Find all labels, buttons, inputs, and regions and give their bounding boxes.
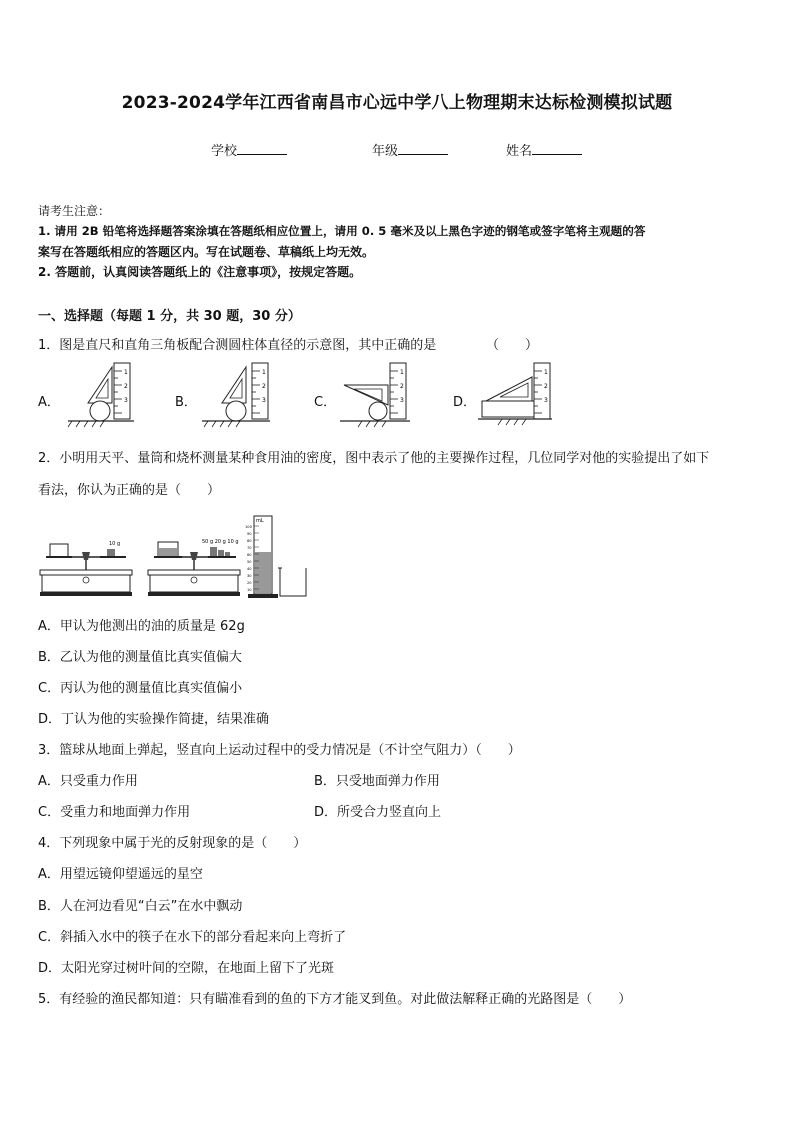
q1-label-d: D． xyxy=(453,395,477,410)
q3-stem: 3．篮球从地面上弹起，竖直向上运动过程中的受力情况是（不计空气阻力）（ ） xyxy=(38,743,521,758)
q2-stem-line1: 2．小明用天平、量筒和烧杯测量某种食用油的密度，图中表示了他的主要操作过程，几位同学对他的实验提出了如下 xyxy=(38,451,710,466)
q1-paren: （ ） xyxy=(486,338,539,353)
q1-label-a: A． xyxy=(38,395,60,410)
cylinder-tick: 70 xyxy=(247,546,252,550)
q1-figure-d xyxy=(476,361,556,429)
ruler-tick: 2 xyxy=(262,383,266,390)
weight xyxy=(107,549,115,556)
cylinder-tick: 30 xyxy=(247,574,252,578)
grade-blank[interactable] xyxy=(398,142,448,155)
q3-option-b[interactable]: B．只受地面弹力作用 xyxy=(314,774,440,789)
block xyxy=(482,401,534,417)
q3-option-a[interactable]: A．只受重力作用 xyxy=(38,774,138,789)
balance-2 xyxy=(148,539,240,596)
ruler-tick: 3 xyxy=(400,397,404,404)
notice-heading: 请考生注意： xyxy=(38,204,111,218)
ruler-tick: 1 xyxy=(124,369,128,376)
weight xyxy=(218,550,224,556)
balance-1 xyxy=(40,541,132,596)
beaker xyxy=(50,544,68,557)
school-field xyxy=(211,140,287,159)
cylinder xyxy=(226,401,246,421)
q4-stem: 4．下列现象中属于光的反射现象的是（ ） xyxy=(38,836,307,851)
weight xyxy=(210,547,217,556)
q2-option-a[interactable]: A．甲认为他测出的油的质量是 62g xyxy=(38,619,245,634)
ruler-tick: 1 xyxy=(544,369,548,376)
weight-label: 10 g xyxy=(109,541,121,547)
weight xyxy=(225,552,230,556)
notice-item1-line2: 案写在答题纸相应的答题区内。写在试题卷、草稿纸上均无效。 xyxy=(38,245,375,259)
q2-figure xyxy=(40,512,310,600)
cylinder-tick: 90 xyxy=(247,532,252,536)
cylinder-unit: mL xyxy=(256,518,264,524)
cylinder-tick: 10 xyxy=(247,588,252,592)
school-label: 学校 xyxy=(211,144,238,159)
q4-option-c[interactable]: C．斜插入水中的筷子在水下的部分看起来向上弯折了 xyxy=(38,930,347,945)
weight-label: 50 g 20 g 10 g xyxy=(202,539,239,545)
ruler-tick: 3 xyxy=(262,397,266,404)
section-heading: 一、选择题（每题 1 分，共 30 题，30 分） xyxy=(38,309,301,324)
cylinder xyxy=(369,402,387,420)
q4-option-d[interactable]: D．太阳光穿过树叶间的空隙，在地面上留下了光斑 xyxy=(38,961,335,976)
q1-label-c: C． xyxy=(314,395,337,410)
q1-stem: 1．图是直尺和直角三角板配合测圆柱体直径的示意图，其中正确的是 xyxy=(38,338,437,353)
ruler-tick: 2 xyxy=(400,383,404,390)
name-label: 姓名 xyxy=(506,144,533,159)
page-title: 2023-2024学年江西省南昌市心远中学八上物理期末达标检测模拟试题 xyxy=(121,93,673,113)
q2-option-c[interactable]: C．丙认为他的测量值比真实值偏小 xyxy=(38,681,243,696)
q1-label-b: B． xyxy=(175,395,197,410)
cylinder-tick: 40 xyxy=(247,567,252,571)
ruler-tick: 1 xyxy=(400,369,404,376)
name-blank[interactable] xyxy=(532,142,582,155)
ruler-tick: 3 xyxy=(544,397,548,404)
grade-label: 年级 xyxy=(372,144,399,159)
grade-field xyxy=(372,140,448,159)
q4-option-a[interactable]: A．用望远镜仰望遥远的星空 xyxy=(38,867,203,882)
q1-figure-a xyxy=(66,361,136,429)
graduated-cylinder xyxy=(245,516,278,598)
triangle xyxy=(344,385,388,405)
cylinder-tick: 80 xyxy=(247,539,252,543)
cylinder xyxy=(90,401,110,421)
cylinder-tick: 100 xyxy=(245,525,252,529)
notice-item1-line1: 1. 请用 2B 铅笔将选择题答案涂填在答题纸相应位置上，请用 0. 5 毫米及以上黑色字迹的钢笔或签字笔将主观题的答 xyxy=(38,224,646,238)
ruler-tick: 2 xyxy=(544,383,548,390)
q1-figure-c xyxy=(338,361,414,429)
cylinder-tick: 50 xyxy=(247,560,252,564)
q4-option-b[interactable]: B．人在河边看见“白云”在水中飘动 xyxy=(38,899,243,914)
notice-item2: 2. 答题前，认真阅读答题纸上的《注意事项》，按规定答题。 xyxy=(38,265,362,279)
empty-beaker xyxy=(280,568,306,596)
q1-figure-b xyxy=(200,361,270,429)
q3-option-c[interactable]: C．受重力和地面弹力作用 xyxy=(38,805,191,820)
q2-stem-line2: 看法，你认为正确的是（ ） xyxy=(38,483,221,498)
q2-option-d[interactable]: D．丁认为他的实验操作简捷，结果准确 xyxy=(38,712,270,727)
q5-stem: 5．有经验的渔民都知道：只有瞄准看到的鱼的下方才能叉到鱼。对此做法解释正确的光路图是（ ） xyxy=(38,992,632,1007)
ruler-tick: 3 xyxy=(124,397,128,404)
q2-option-b[interactable]: B．乙认为他的测量值比真实值偏大 xyxy=(38,650,242,665)
name-field xyxy=(506,140,582,159)
q3-option-d[interactable]: D．所受合力竖直向上 xyxy=(314,805,442,820)
ruler-tick: 1 xyxy=(262,369,266,376)
cylinder-tick: 60 xyxy=(247,553,252,557)
ruler-tick: 2 xyxy=(124,383,128,390)
cylinder-tick: 20 xyxy=(247,581,252,585)
school-blank[interactable] xyxy=(237,142,287,155)
